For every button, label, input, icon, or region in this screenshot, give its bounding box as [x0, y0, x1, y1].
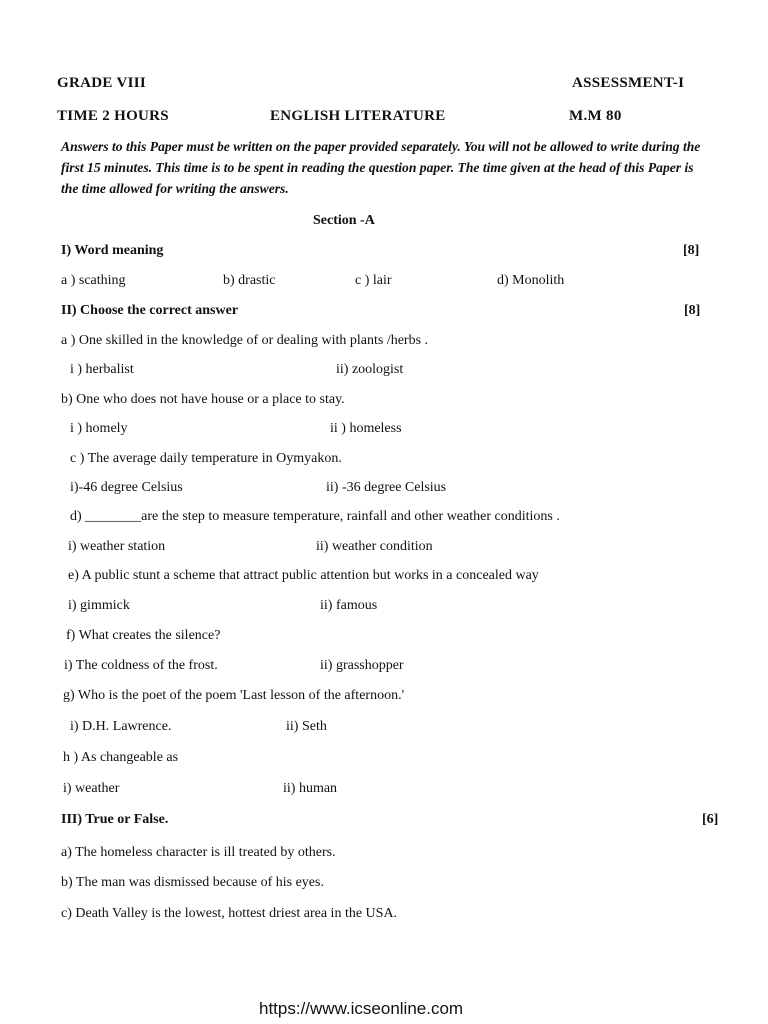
q2-option-d2: ii) weather condition — [316, 539, 433, 554]
q2-question-g: g) Who is the poet of the poem 'Last lesson of the afternoon.' — [63, 688, 405, 703]
q3-marks: [6] — [702, 812, 719, 827]
q2-question-d: d) ________are the step to measure temperature, rainfall and other weather conditions . — [70, 509, 560, 524]
q2-marks: [8] — [684, 303, 701, 318]
assessment-label: ASSESSMENT-I — [572, 75, 685, 91]
q2-option-f1: i) The coldness of the frost. — [64, 658, 218, 673]
q3-statement-c: c) Death Valley is the lowest, hottest driest area in the USA. — [61, 906, 398, 921]
q2-option-d1: i) weather station — [68, 539, 166, 554]
q2-option-g1: i) D.H. Lawrence. — [70, 719, 172, 734]
q2-question-b: b) One who does not have house or a place to stay. — [61, 392, 345, 407]
q2-option-a1: i ) herbalist — [70, 362, 134, 377]
q2-question-h: h ) As changeable as — [63, 750, 179, 765]
q2-option-h1: i) weather — [63, 781, 120, 796]
q1-option-a: a ) scathing — [61, 273, 126, 288]
subject-label: ENGLISH LITERATURE — [270, 108, 446, 124]
q1-option-d: d) Monolith — [497, 273, 565, 288]
q1-marks: [8] — [683, 243, 700, 258]
q2-option-c1: i)-46 degree Celsius — [70, 480, 183, 495]
q2-option-b2: ii ) homeless — [330, 421, 402, 436]
q1-option-c: c ) lair — [355, 273, 392, 288]
q2-option-f2: ii) grasshopper — [320, 658, 404, 673]
q2-option-e1: i) gimmick — [68, 598, 130, 613]
q1-option-b: b) drastic — [223, 273, 276, 288]
footer-url[interactable]: https://www.icseonline.com — [259, 999, 464, 1018]
grade-label: GRADE VIII — [57, 75, 146, 91]
q2-option-h2: ii) human — [283, 781, 338, 796]
q2-option-g2: ii) Seth — [286, 719, 327, 734]
time-label: TIME 2 HOURS — [57, 108, 169, 124]
q2-option-c2: ii) -36 degree Celsius — [326, 480, 447, 495]
q2-option-b1: i ) homely — [70, 421, 128, 436]
q3-statement-a: a) The homeless character is ill treated by others. — [61, 845, 336, 860]
q2-question-f: f) What creates the silence? — [66, 628, 221, 643]
instructions-paragraph: Answers to this Paper must be written on the paper provided separately. You will not be allowed to write during the first 15 minutes. This time is to be spent in reading the question paper. The time given at the head of this Paper is the time allowed for writing the answers. — [61, 139, 701, 196]
q2-title: II) Choose the correct answer — [61, 303, 239, 318]
q3-statement-b: b) The man was dismissed because of his eyes. — [61, 875, 324, 890]
q2-question-c: c ) The average daily temperature in Oymyakon. — [70, 451, 342, 466]
max-marks-label: M.M 80 — [569, 108, 622, 124]
q2-option-a2: ii) zoologist — [336, 362, 404, 377]
q2-option-e2: ii) famous — [320, 598, 378, 613]
q3-title: III) True or False. — [61, 812, 169, 827]
q1-title: I) Word meaning — [61, 243, 164, 258]
q2-question-a: a ) One skilled in the knowledge of or dealing with plants /herbs . — [61, 333, 429, 348]
q2-question-e: e) A public stunt a scheme that attract public attention but works in a concealed way — [68, 568, 539, 583]
section-title: Section -A — [313, 213, 375, 228]
